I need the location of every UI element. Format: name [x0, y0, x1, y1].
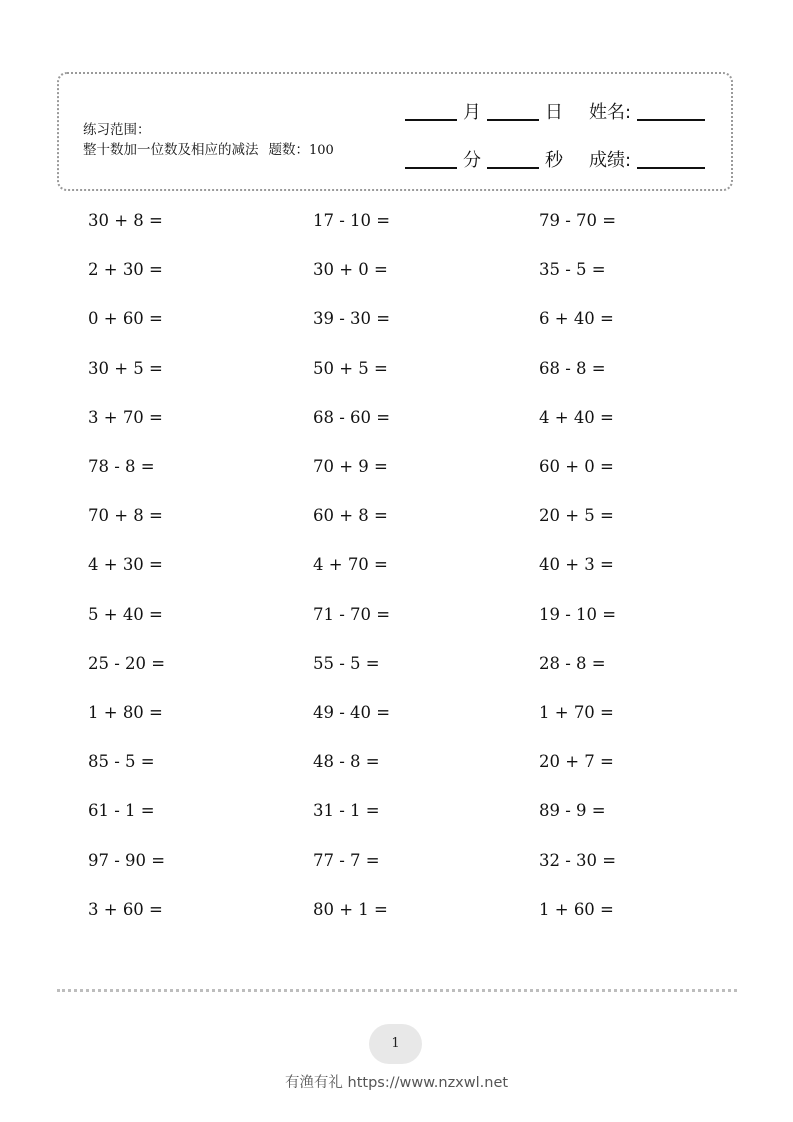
math-problem: 48 - 8 = [313, 752, 380, 771]
math-problem: 2 + 30 = [88, 260, 163, 279]
math-problem: 78 - 8 = [88, 457, 155, 476]
worksheet-header [57, 72, 733, 191]
math-problem: 28 - 8 = [539, 654, 606, 673]
question-count-value: 100 [309, 143, 334, 158]
math-problem: 30 + 8 = [88, 211, 163, 230]
math-problem: 60 + 0 = [539, 457, 614, 476]
math-problem: 80 + 1 = [313, 900, 388, 919]
math-problem: 17 - 10 = [313, 211, 391, 230]
math-problem: 89 - 9 = [539, 801, 606, 820]
math-problem: 97 - 90 = [88, 851, 166, 870]
math-problem: 20 + 5 = [539, 506, 614, 525]
month-label: 月 [463, 102, 481, 123]
math-problem: 4 + 30 = [88, 555, 163, 574]
math-problem: 39 - 30 = [313, 309, 391, 328]
range-text: 整十数加一位数及相应的减法 [83, 142, 259, 158]
math-problem: 40 + 3 = [539, 555, 614, 574]
math-problem: 77 - 7 = [313, 851, 380, 870]
math-problem: 4 + 40 = [539, 408, 614, 427]
name-blank[interactable] [637, 118, 705, 121]
date-name-row [405, 98, 705, 124]
minute-label: 分 [463, 150, 481, 171]
math-problem: 20 + 7 = [539, 752, 614, 771]
math-problem: 50 + 5 = [313, 359, 388, 378]
footer-divider [57, 989, 737, 992]
math-problem: 55 - 5 = [313, 654, 380, 673]
second-blank[interactable] [487, 166, 539, 169]
math-problem: 0 + 60 = [88, 309, 163, 328]
math-problem: 32 - 30 = [539, 851, 617, 870]
math-problem: 79 - 70 = [539, 211, 617, 230]
math-problem: 30 + 0 = [313, 260, 388, 279]
page-number: 1 [369, 1024, 422, 1064]
time-score-row [405, 146, 705, 172]
math-problem: 30 + 5 = [88, 359, 163, 378]
math-problem: 1 + 80 = [88, 703, 163, 722]
day-label: 日 [545, 102, 563, 123]
math-problem: 71 - 70 = [313, 605, 391, 624]
math-problem: 3 + 70 = [88, 408, 163, 427]
math-problem: 1 + 60 = [539, 900, 614, 919]
math-problem: 35 - 5 = [539, 260, 606, 279]
math-problem: 31 - 1 = [313, 801, 380, 820]
score-blank[interactable] [637, 166, 705, 169]
second-label: 秒 [545, 150, 563, 171]
math-problem: 5 + 40 = [88, 605, 163, 624]
math-problem: 61 - 1 = [88, 801, 155, 820]
math-problem: 4 + 70 = [313, 555, 388, 574]
question-count-label: 题数： [268, 142, 309, 158]
month-blank[interactable] [405, 118, 457, 121]
day-blank[interactable] [487, 118, 539, 121]
math-problem: 49 - 40 = [313, 703, 391, 722]
math-problem: 68 - 60 = [313, 408, 391, 427]
math-problem: 70 + 8 = [88, 506, 163, 525]
score-label: 成绩: [589, 150, 632, 171]
name-label: 姓名: [589, 102, 632, 123]
math-problem: 68 - 8 = [539, 359, 606, 378]
range-label: 练习范围： [83, 122, 151, 138]
math-problem: 19 - 10 = [539, 605, 617, 624]
math-problem: 6 + 40 = [539, 309, 614, 328]
site-watermark: 有渔有礼 https://www.nzxwl.net [284, 1075, 509, 1091]
math-problem: 1 + 70 = [539, 703, 614, 722]
minute-blank[interactable] [405, 166, 457, 169]
math-problem: 85 - 5 = [88, 752, 155, 771]
practice-range [83, 120, 334, 161]
math-problem: 70 + 9 = [313, 457, 388, 476]
math-problem: 60 + 8 = [313, 506, 388, 525]
math-problem: 3 + 60 = [88, 900, 163, 919]
math-problem: 25 - 20 = [88, 654, 166, 673]
